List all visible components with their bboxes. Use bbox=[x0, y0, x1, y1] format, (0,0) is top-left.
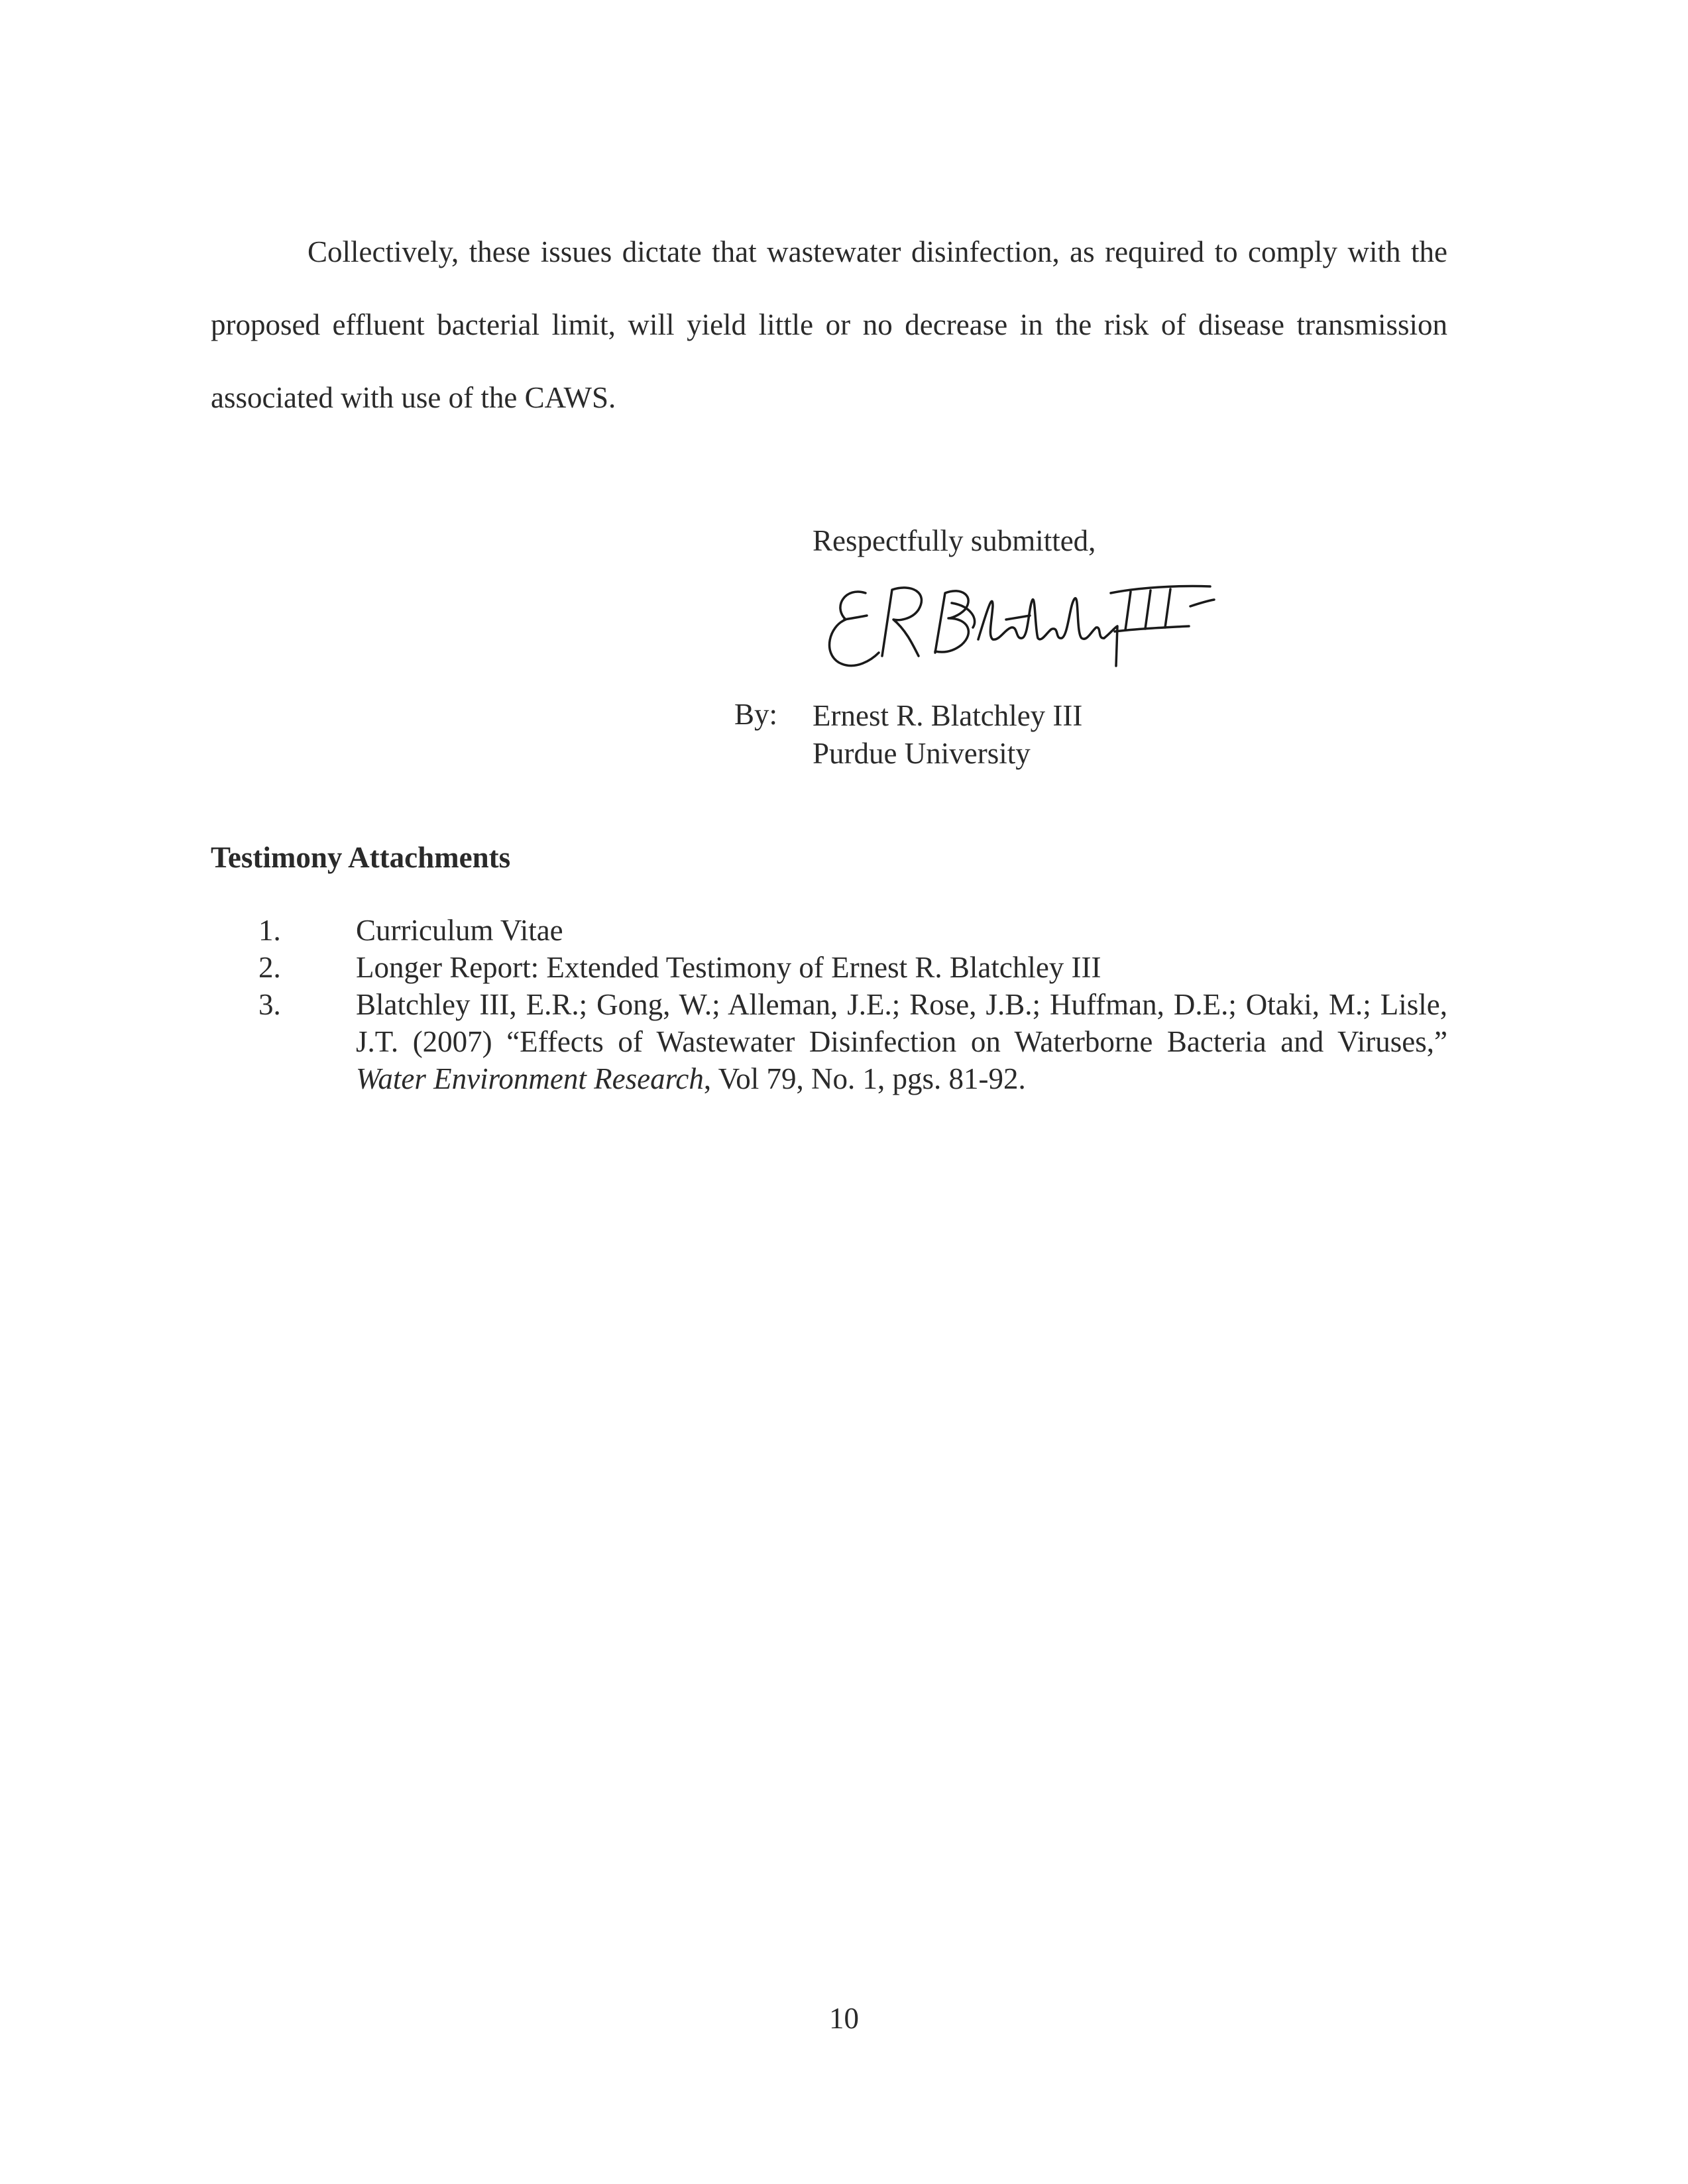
closing-line: Respectfully submitted, bbox=[813, 524, 1096, 557]
attachments-list bbox=[258, 912, 1447, 1097]
by-label: By: bbox=[734, 698, 778, 731]
signer-affiliation: Purdue University bbox=[813, 737, 1031, 770]
page-number: 10 bbox=[829, 2002, 859, 2035]
attachment-item bbox=[258, 912, 1447, 949]
attachment-number: 1. bbox=[258, 914, 281, 947]
attachment-item bbox=[258, 986, 1447, 1097]
attachments-heading: Testimony Attachments bbox=[211, 841, 511, 874]
attachment-text: Curriculum Vitae bbox=[356, 914, 563, 947]
body-paragraph: Collectively, these issues dictate that wastewater disinfection, as required to comply with the proposed effluent bacterial limit, will yield little or no decrease in the risk of disease transmission associated with use of the CAWS. bbox=[211, 235, 1447, 414]
attachment-citation bbox=[356, 986, 1447, 1097]
signer-block bbox=[813, 697, 1082, 773]
signer-name: Ernest R. Blatchley III bbox=[813, 699, 1083, 732]
handwritten-signature bbox=[819, 567, 1217, 686]
citation-volume-pages: , Vol 79, No. 1, pgs. 81-92. bbox=[703, 1062, 1026, 1095]
citation-journal: Water Environment Research bbox=[356, 1062, 704, 1095]
citation-authors-title: Blatchley III, E.R.; Gong, W.; Alleman, J.E.; Rose, J.B.; Huffman, D.E.; Otaki, M.; Lisle, J.T. (2007) “Effects of Wastewater Disinfection on Waterborne Bacteria and Viruses,” bbox=[356, 988, 1447, 1058]
attachment-text: Longer Report: Extended Testimony of Ernest R. Blatchley III bbox=[356, 951, 1101, 984]
attachment-number: 2. bbox=[258, 951, 281, 984]
attachment-number: 3. bbox=[258, 988, 281, 1021]
attachment-item bbox=[258, 949, 1447, 986]
